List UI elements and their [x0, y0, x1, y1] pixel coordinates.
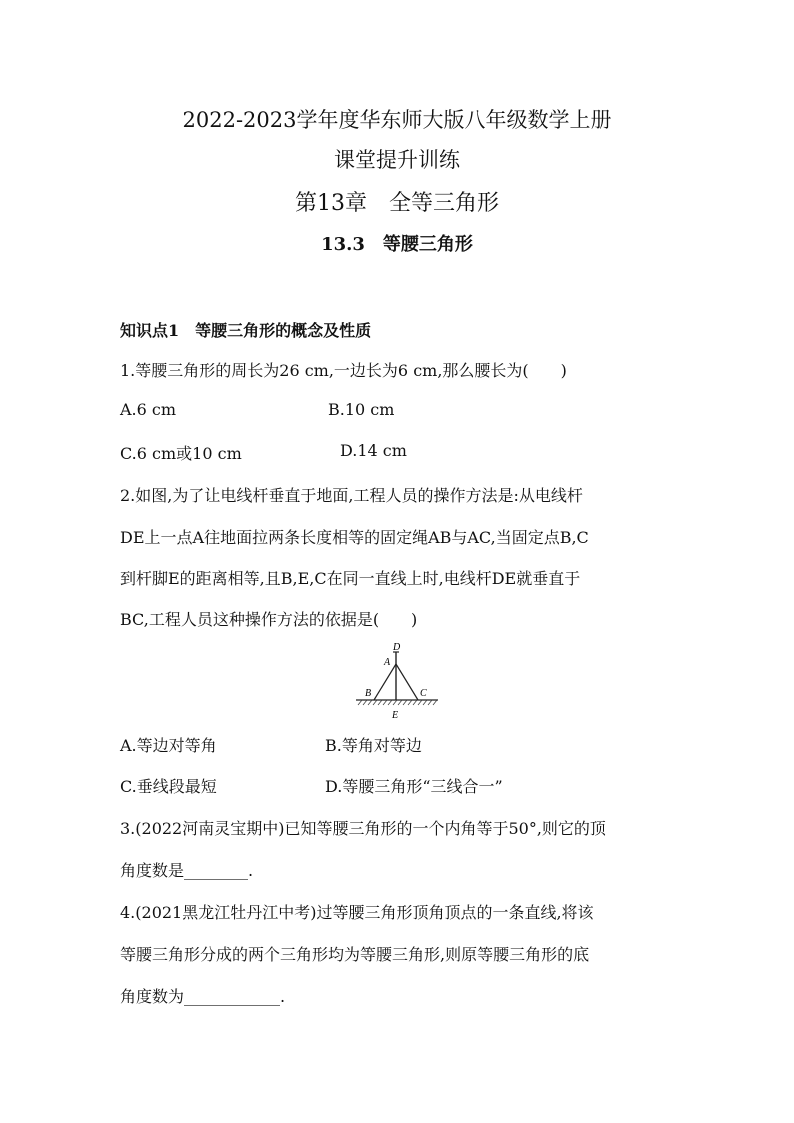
- q4-line1: 4.(2021黑龙江牡丹江中考)过等腰三角形顶角顶点的一条直线,将该: [120, 903, 594, 922]
- q2-option-b: B.等角对等边: [325, 736, 422, 755]
- ground-hatching: [358, 700, 437, 705]
- q1-option-a: A.6 cm: [120, 400, 177, 419]
- label-d: D: [393, 642, 401, 653]
- knowledge-point-heading: 知识点1 等腰三角形的概念及性质: [120, 321, 372, 340]
- q1-option-c: C.6 cm或10 cm: [120, 444, 242, 463]
- q1-option-b: B.10 cm: [328, 400, 395, 419]
- label-a: A: [384, 657, 391, 668]
- q4-line2: 等腰三角形分成的两个三角形均为等腰三角形,则原等腰三角形的底: [120, 945, 590, 964]
- q3-line2: 角度数是________.: [120, 861, 254, 880]
- q2-option-c: C.垂线段最短: [120, 777, 217, 796]
- q3-line1: 3.(2022河南灵宝期中)已知等腰三角形的一个内角等于50°,则它的顶: [120, 819, 606, 838]
- q1-option-d: D.14 cm: [340, 441, 407, 460]
- q2-stem-line2: DE上一点A往地面拉两条长度相等的固定绳AB与AC,当固定点B,C: [120, 528, 589, 547]
- rope-ab: [374, 664, 396, 700]
- q2-stem-line4: BC,工程人员这种操作方法的依据是( ): [120, 610, 418, 629]
- utility-pole-figure: [350, 638, 450, 722]
- document-subtitle: 课堂提升训练: [334, 148, 460, 172]
- document-title: 2022-2023学年度华东师大版八年级数学上册: [182, 108, 612, 132]
- q2-stem-line1: 2.如图,为了让电线杆垂直于地面,工程人员的操作方法是:从电线杆: [120, 486, 583, 505]
- label-c: C: [420, 688, 427, 699]
- section-heading: 13.3 等腰三角形: [321, 234, 473, 255]
- chapter-heading: 第13章 全等三角形: [295, 191, 499, 216]
- rope-ac: [396, 664, 418, 700]
- q2-option-d: D.等腰三角形“三线合一”: [325, 777, 503, 796]
- q2-option-a: A.等边对等角: [120, 736, 217, 755]
- q2-stem-line3: 到杆脚E的距离相等,且B,E,C在同一直线上时,电线杆DE就垂直于: [120, 569, 581, 588]
- q4-line3: 角度数为____________.: [120, 987, 286, 1006]
- label-e: E: [392, 710, 399, 721]
- label-b: B: [365, 688, 372, 699]
- q1-stem: 1.等腰三角形的周长为26 cm,一边长为6 cm,那么腰长为( ): [120, 361, 567, 380]
